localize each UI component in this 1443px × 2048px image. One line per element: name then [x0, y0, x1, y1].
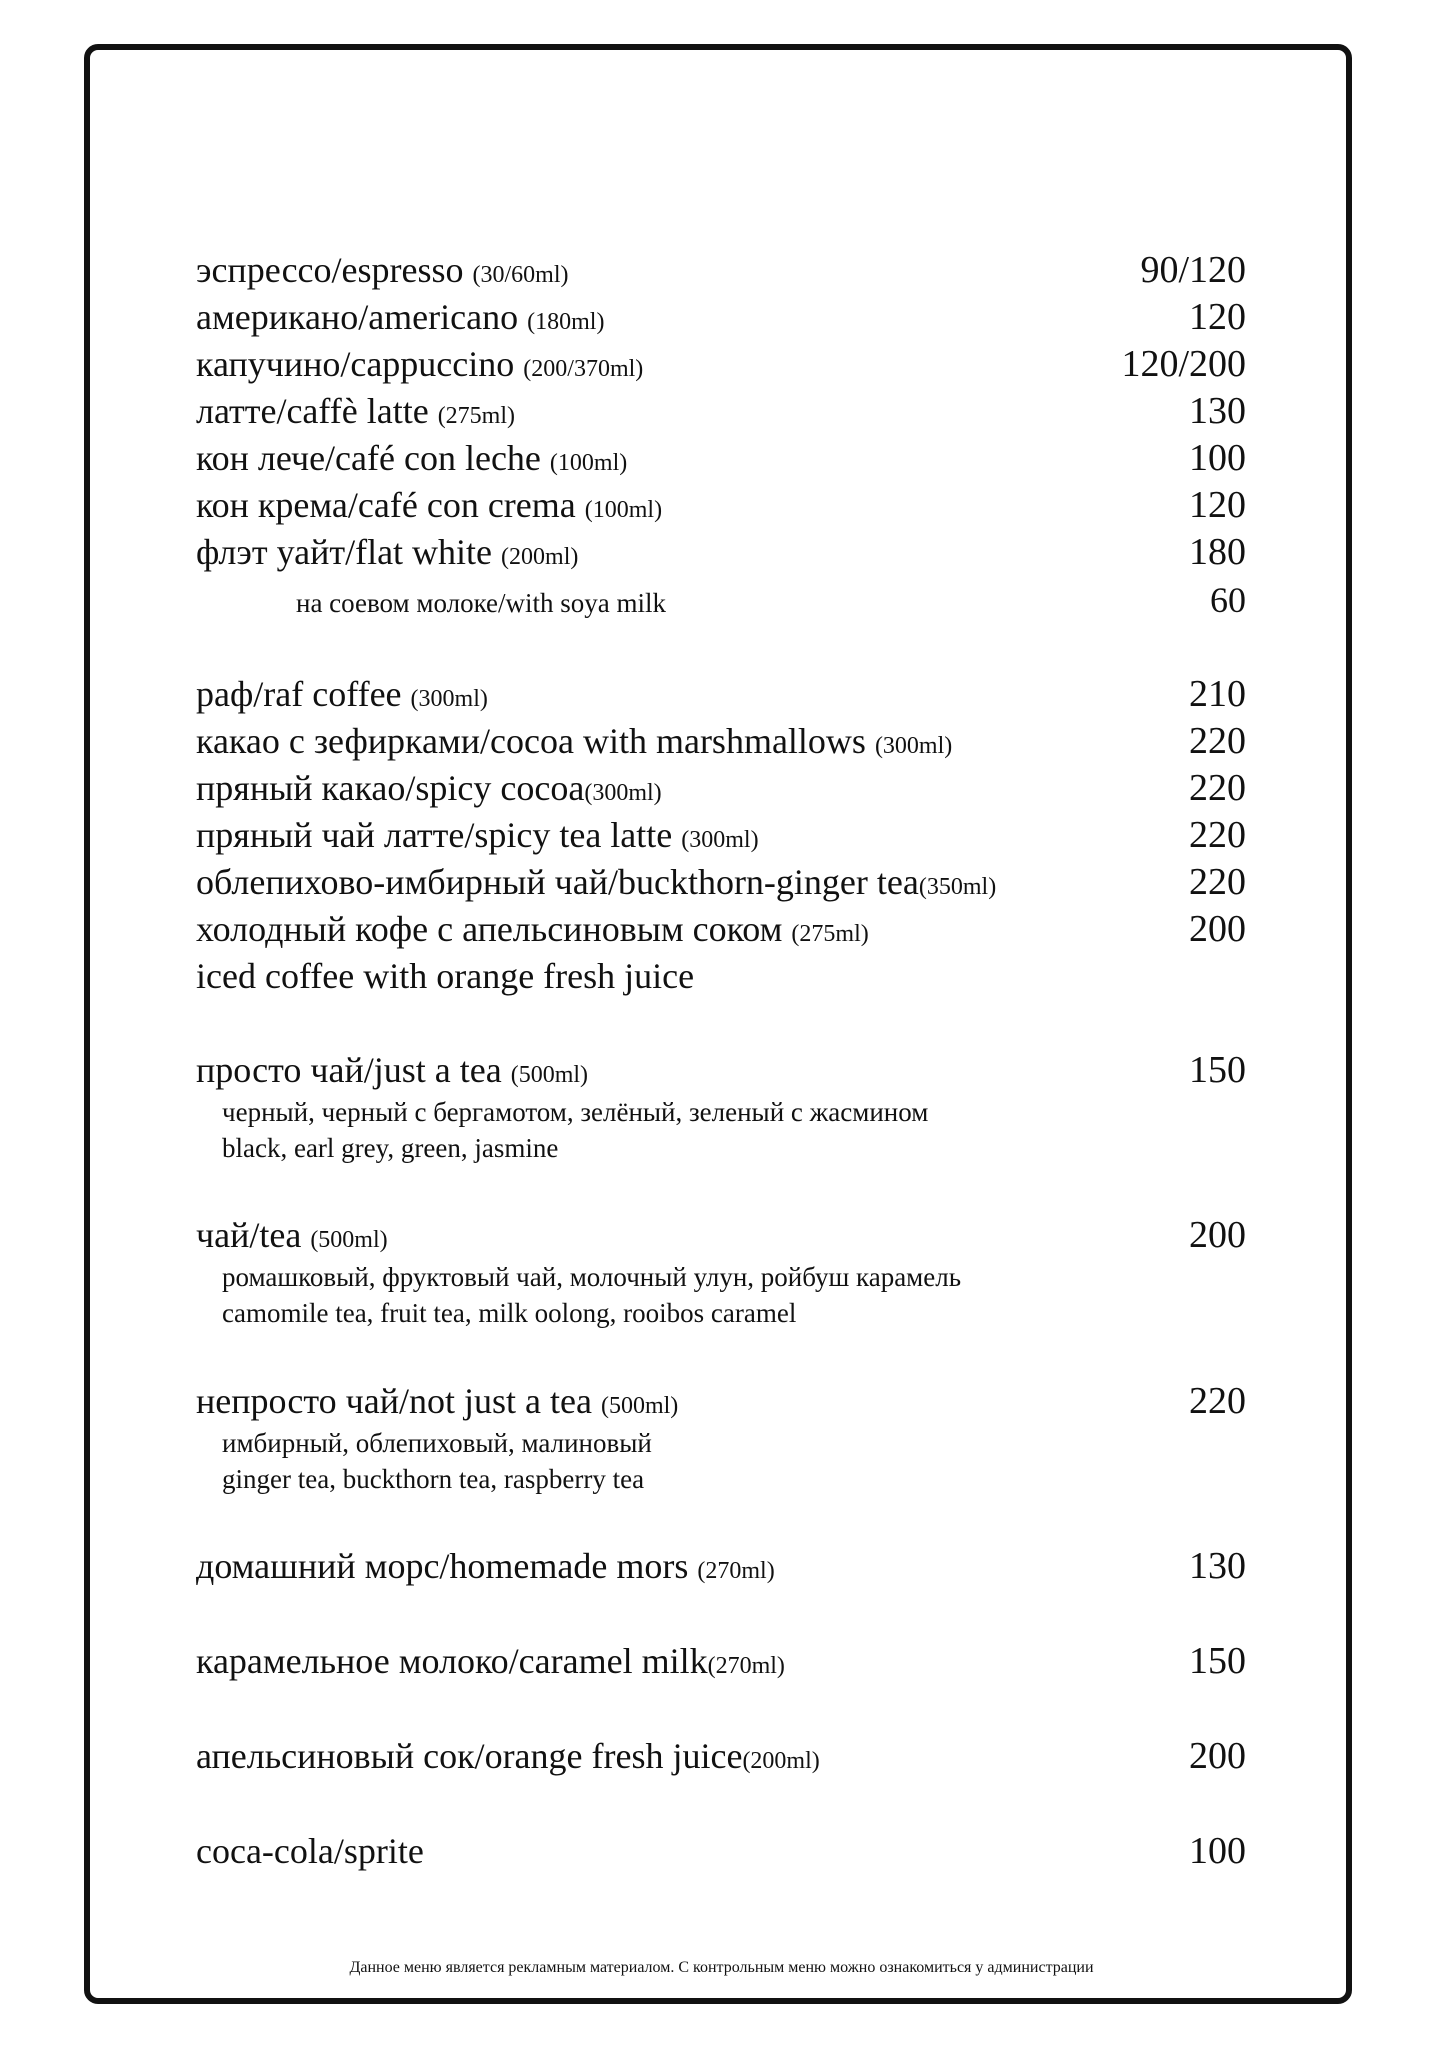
item-name: пряный чай латте/spicy tea latte	[196, 815, 673, 855]
item-volume: (180ml)	[527, 309, 605, 335]
item-volume: (100ml)	[584, 497, 663, 523]
item-price: 100	[1189, 437, 1246, 479]
item-description-ru: имбирный, облепиховый, малиновый	[222, 1428, 652, 1458]
item-description-ru: ромашковый, фруктовый чай, молочный улун, ройбуш карамель	[222, 1262, 962, 1292]
item-price: 150	[1189, 1049, 1246, 1091]
item-name: домашний морс/homemade mors	[196, 1546, 689, 1586]
item-name: coca-cola/sprite	[196, 1831, 424, 1871]
menu-item-soya-milk	[296, 576, 1246, 624]
item-volume: (300ml)	[681, 827, 759, 853]
item-volume: (275ml)	[437, 403, 516, 429]
item-name: какао с зефирками/cocoa with marshmallows	[196, 721, 866, 761]
menu-item-con-leche	[196, 434, 1246, 482]
item-name: холодный кофе с апельсиновым соком	[196, 909, 783, 949]
item-volume: (275ml)	[791, 921, 869, 947]
item-price: 200	[1189, 1214, 1246, 1256]
menu-item-cocoa-marshmallows	[196, 717, 1246, 765]
item-price: 220	[1189, 861, 1246, 903]
menu-item-spicy-tea-latte	[196, 811, 1246, 859]
item-volume: (350ml)	[918, 874, 997, 900]
item-price: 120	[1189, 484, 1246, 526]
item-volume: (500ml)	[310, 1227, 388, 1253]
menu-item-raf	[196, 670, 1246, 718]
item-volume: (200ml)	[501, 544, 579, 570]
item-volume: (500ml)	[600, 1393, 679, 1419]
item-price: 130	[1189, 390, 1246, 432]
menu-item-spicy-cocoa	[196, 764, 1246, 812]
item-price: 200	[1189, 908, 1246, 950]
menu-item-just-a-tea	[196, 1046, 1246, 1094]
item-name: капучино/cappuccino	[196, 344, 515, 384]
menu-item-iced-coffee	[196, 905, 1246, 953]
item-volume: (30/60ml)	[472, 262, 569, 288]
footer-disclaimer: Данное меню является рекламным материалом. С контрольным меню можно ознакомиться у администрации	[349, 1959, 1094, 1976]
menu-item-orange-juice	[196, 1732, 1246, 1780]
item-volume: (300ml)	[874, 733, 953, 759]
item-volume: (300ml)	[410, 686, 488, 712]
menu-item-buckthorn-ginger-tea	[196, 858, 1246, 906]
menu-item-tea	[196, 1211, 1246, 1259]
item-price: 130	[1189, 1545, 1246, 1587]
item-name: пряный какао/spicy cocoa	[196, 768, 585, 808]
item-price: 100	[1189, 1830, 1246, 1872]
item-name: чай/tea	[196, 1215, 302, 1255]
item-name: флэт уайт/flat white	[196, 532, 493, 572]
item-name: облепихово-имбирный чай/buckthorn-ginger tea	[196, 862, 919, 902]
item-volume: (500ml)	[510, 1062, 589, 1088]
item-price: 150	[1189, 1640, 1246, 1682]
item-volume: (300ml)	[584, 780, 662, 806]
item-name: карамельное молоко/caramel milk	[196, 1641, 708, 1681]
item-price: 220	[1189, 720, 1246, 762]
item-price: 220	[1189, 1380, 1246, 1422]
item-price: 120/200	[1121, 343, 1246, 385]
item-name: латте/caffè latte	[196, 391, 429, 431]
item-name: кон крема/café con crema	[196, 485, 576, 525]
menu-item-homemade-mors	[196, 1542, 1246, 1590]
menu-item-cappuccino	[196, 340, 1246, 388]
item-description-ru: черный, черный с бергамотом, зелёный, зеленый с жасмином	[222, 1097, 929, 1127]
menu-item-coca-cola-sprite	[196, 1827, 1246, 1875]
item-price: 180	[1189, 531, 1246, 573]
item-volume: (200/370ml)	[523, 356, 644, 382]
item-description-en: ginger tea, buckthorn tea, raspberry tea	[222, 1464, 645, 1494]
item-name: непросто чай/not just a tea	[196, 1381, 592, 1421]
item-volume: (270ml)	[707, 1653, 785, 1679]
item-price: 220	[1189, 814, 1246, 856]
menu-item-latte	[196, 387, 1246, 435]
item-price: 60	[1210, 580, 1246, 620]
menu-item-flat-white	[196, 528, 1246, 576]
item-description-en: black, earl grey, green, jasmine	[222, 1133, 559, 1163]
item-name: просто чай/just a tea	[196, 1050, 502, 1090]
item-name: раф/raf coffee	[196, 674, 402, 714]
item-price: 90/120	[1140, 249, 1246, 291]
item-price: 200	[1189, 1735, 1246, 1777]
menu-item-con-crema	[196, 481, 1246, 529]
item-name: на соевом молоке/with soya milk	[296, 588, 666, 618]
item-price: 120	[1189, 296, 1246, 338]
item-volume: (200ml)	[742, 1748, 820, 1774]
menu-item-espresso	[196, 246, 1246, 294]
item-name: американо/americano	[196, 297, 519, 337]
item-name: апельсиновый сок/orange fresh juice	[196, 1736, 743, 1776]
item-volume: (270ml)	[697, 1558, 775, 1584]
item-description-en: camomile tea, fruit tea, milk oolong, rooibos caramel	[222, 1298, 797, 1328]
item-price: 210	[1189, 673, 1246, 715]
item-price: 220	[1189, 767, 1246, 809]
item-name: эспрессо/espresso	[196, 250, 464, 290]
menu-item-not-just-a-tea	[196, 1377, 1246, 1425]
item-volume: (100ml)	[549, 450, 628, 476]
iced-coffee-english-name: iced coffee with orange fresh juice	[196, 956, 695, 996]
item-name: кон лече/café con leche	[196, 438, 541, 478]
menu-item-americano	[196, 293, 1246, 341]
menu-item-caramel-milk	[196, 1637, 1246, 1685]
